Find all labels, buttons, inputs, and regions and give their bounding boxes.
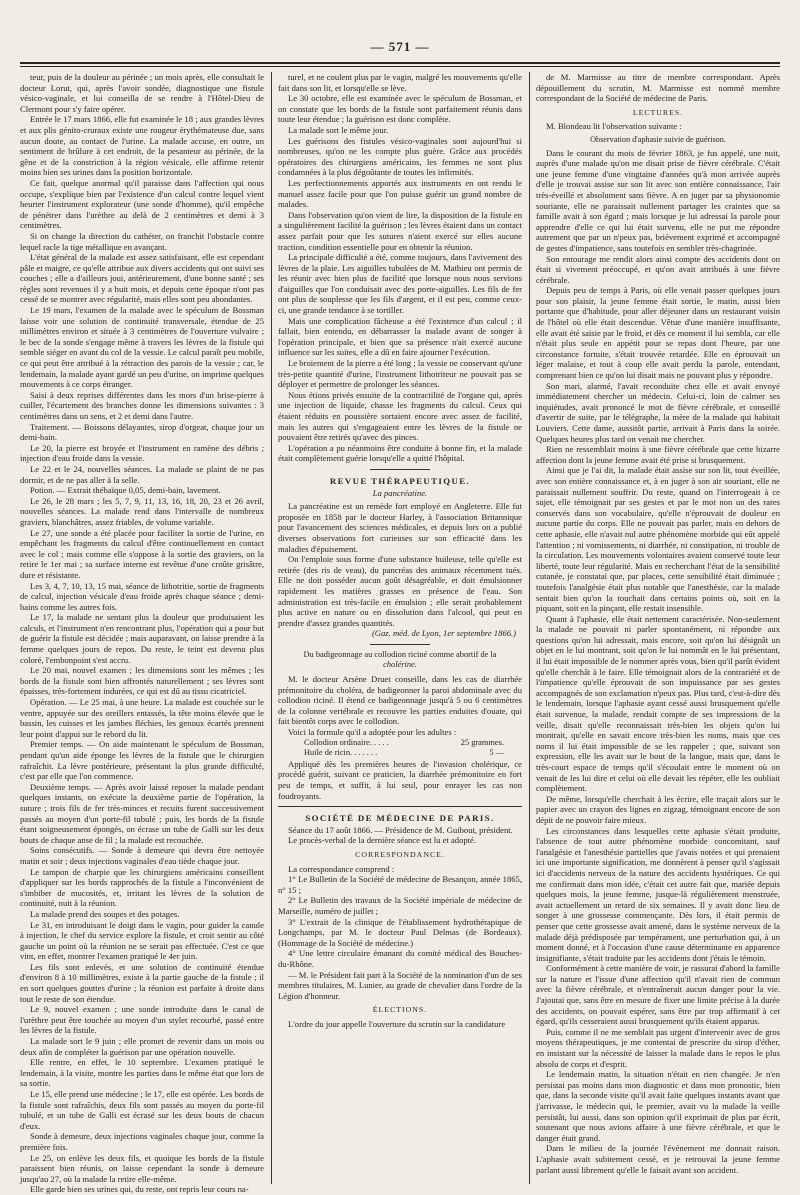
paragraph: Le 22 et le 24, nouvelles séances. La malade se plaint de ne pas dormir, et de ne pas aller à la selle. xyxy=(20,463,264,485)
paragraph: Nous étions privés ensuite de la contractilité de l'organe qui, après une injection de liquide, chasse les fragments du calcul. Ceux qui étaient réduits en poussière sortaient encore avec assez de facilité, mais les autres qui s'engageaient entre les lèvres de la fistule ne pouvaient être retirés qu'avec des pinces. xyxy=(278,389,522,443)
paragraph: Potion. — Extrait thébaïque 0,05, demi-bain, lavement. xyxy=(30,485,221,496)
section-rule xyxy=(370,469,430,470)
paragraph: Les perfectionnements apportés aux instruments en ont rendu le manuel assez facile pour que l'on puisse guérir un grand nombre de malades. xyxy=(278,177,522,210)
columns xyxy=(20,72,780,1195)
paragraph: La pancréatine est un remède fort employé en Angleterre. Elle fut proposée en 1858 par le docteur Harley, à l'association Britannique pour l'avancement des sciences médicales, et depuis lors on a publié diverses observations fort curieuses sur son efficacité dans les maladies d'épuisement. xyxy=(278,501,522,554)
paragraph: Deuxième temps. — Après avoir laissé reposer la malade pendant quelques instants, on exécute la deuxième partie de l'opération, la suture ; trois fils de fer très-minces et recuits furent successivement passés au moyen d'un porte-fil tubulé ; puis, les bords de la fistule étant soigneusement épongés, on écrase un tube de Galli sur les deux bouts de chaque anse de fil ; la malade est recouchée. xyxy=(20,781,264,845)
heading-elections: ÉLECTIONS. xyxy=(372,1005,428,1015)
section-subtitle-pancreatine: La pancréatine. xyxy=(372,487,428,498)
paragraph: Le procès-verbal de la dernière séance est lu et adopté. xyxy=(288,835,477,846)
paragraph: La correspondance comprend : xyxy=(288,863,395,874)
recipe-item: Huile de ricin. . . . . . . xyxy=(304,748,378,758)
paragraph: Les circonstances dans lesquelles cette aphasie s'était produite, l'absence de tout autre phénomène morbide concomitant, sauf l'analgésie et l'anesthésie partielles que j'avais notées et qui prenaient ici une importante signification, me donnèrent à penser qu'il s'agissait ici d'accidents nerveux de la nature des accidents hystériques. Ce qui me confirmait dans mon idée, c'était cet autre fait que, mariée depuis quelques mois, la jeune femme, jusque-là régulièrement menstruée, avait actuellement un retard de six semaines. Il y avait donc lieu de songer à une grossesse commençante. Dès lors, il était permis de penser que cette grossesse avait amené, dans le système nerveux de la malade déjà prédisposée par tempérament, une perturbation qui, à un moment donné, et à l'occasion d'une cause déterminante en apparence insignifiante, s'était traduite par les accidents dont j'étais le témoin. xyxy=(536,825,780,963)
paragraph: Opération. — Le 25 mai, à une heure. La malade est couchée sur le ventre, appuyée sur des oreillers entassés, la tête moins élevée que le bassin, les cuisses et les jambes fléchies, les genoux écartés prennent leur point d'appui sur le rebord du lit. xyxy=(20,697,264,739)
paragraph: Si on change la direction du cathéter, on franchit l'obstacle contre lequel racle la tige métallique en avançant. xyxy=(20,230,264,252)
paragraph: De même, lorsqu'elle cherchait à les écrire, elle traçait alors sur le papier avec un crayon des lignes en zigzag, témoignant encore de son dépit de ne pouvoir faire mieux. xyxy=(536,793,780,825)
paragraph: Puis, comme il ne me semblait pas urgent d'intervenir avec de gros moyens thérapeutiques, je me contentai de prescrire du sirop d'éther, en insistant sur la nécessité de laisser la malade dans le repos le plus absolu de corps et d'esprit. xyxy=(536,1026,780,1069)
paragraph: Le 20 mai, nouvel examen ; les dimensions sont les mêmes ; les bords de la fistule sont bien affrontés naturellement ; ses lèvres sont épaisses, très-fortement indurées, ce qui est dû au tissu cicatriciel. xyxy=(20,665,264,697)
header-rule-thin xyxy=(20,66,780,67)
paragraph: La malade sort le 9 juin ; elle promet de revenir dans un mois ou deux afin de compléter la guérison par une opération nouvelle. xyxy=(20,1036,264,1057)
section-rule xyxy=(370,644,430,645)
section-title-revue: REVUE THÉRAPEUTIQUE. xyxy=(329,475,471,486)
column-divider xyxy=(271,72,272,1184)
paragraph: Le 15, elle prend une médecine ; le 17, elle est opérée. Les bords de la fistule sont rafraîchis, deux fils sont passés au moyen du porte-fil tubulé, et un tube de Galli est écrasé sur les deux bouts de chacun d'eux. xyxy=(20,1089,264,1131)
recipe-quantity: 5 — xyxy=(489,748,504,758)
paragraph: Voici la formule qu'il a adoptée pour les adultes : xyxy=(288,727,457,738)
paragraph: L'ordre du jour appelle l'ouverture du scrutin sur la candidature xyxy=(288,1018,506,1029)
recipe-line xyxy=(278,738,522,749)
paragraph: La malade prend des soupes et des potages. xyxy=(30,908,180,919)
paragraph: turel, et ne coulent plus par le vagin, malgré les mouvements qu'elle fait dans son lit, et lorsqu'elle se lève. xyxy=(278,72,522,93)
paragraph: 1° Le Bulletin de la Société de médecine de Besançon, année 1865, n° 15 ; xyxy=(278,874,522,895)
subsection-title-badigeonnage: Du badigeonnage au collodion riciné comme abortif de la xyxy=(303,649,497,659)
column-middle xyxy=(278,72,522,1184)
paragraph: Traitement. — Boissons délayantes, sirop d'orgeat, chaque jour un demi-bain. xyxy=(20,421,264,443)
header-rule xyxy=(20,62,780,64)
paragraph: La malade sort le même jour. xyxy=(288,124,389,135)
paragraph: Les fils sont enlevés, et une solution de continuité étendue d'environ 8 à 10 millimètres, existe à la partie gauche de la fistule ; il en sort quelques gouttes d'urine ; la réunion est parfaite à droite dans tout le reste de son étendue. xyxy=(20,961,264,1004)
paragraph: On l'emploie sous forme d'une substance huileuse, telle qu'elle est retirée (des ris de veau), du pancréas des animaux récemment tués. Elle ne doit posséder aucun goût désagréable, et doit émulsionner rapidement les matières grasses en présence de l'eau. Son administration est très-facile en émulsion ; elle serait probablement plus active en nature ou en dissolution dans l'alcool, qui peut en prendre d'assez grandes quantités. xyxy=(278,554,522,628)
heading-lectures: LECTURES. xyxy=(632,107,684,117)
paragraph: Dans le courant du mois de février 1863, je fus appelé, une nuit, auprès d'une malade qu'on me disait prise de fièvre cérébrale. C'était une jeune femme d'une vingtaine d'années qu'à mon arrivée auprès d'elle je trouvai assise sur son lit avec son entière connaissance, l'air très-éveillé et absolument sans fièvre. A en juger par sa physionomie souriante, elle ne paraissait nullement partager les craintes que sa famille avait à son égard ; mais lorsque je lui adressai la parole pour apprendre d'elle ce qui lui était survenu, elle ne put me répondre autrement que par un n'peux pas, brièvement exprimé et accompagné de gestes d'impatience, sans toutefois en sembler très-chagrinée. xyxy=(536,147,780,253)
paragraph: Les 3, 4, 7, 10, 13, 15 mai, séance de lithotritie, sortie de fragments de calcul, injection vésicale d'eau froide après chaque séance ; demi-bains comme les autres fois. xyxy=(20,580,264,612)
paragraph: 2° Le Bulletin des travaux de la Société impériale de médecine de Marseille, numéro de juillet ; xyxy=(278,895,522,916)
recipe-line xyxy=(278,748,522,759)
paragraph: Premier temps. — On aide maintenant le spéculum de Bossman, pendant qu'un aide éponge les lèvres de la fistule que le chirurgien rafraîchit. La lèvre postérieure, présentant la plus grande difficulté, c'est par elle que l'on commence. xyxy=(20,739,264,782)
paragraph: — M. le Président fait part à la Société de la nomination d'un de ses membres titulaires, M. Lunier, au grade de chevalier dans l'ordre de la Légion d'honneur. xyxy=(278,969,522,1001)
paragraph: Ce fait, quelque anormal qu'il paraisse dans l'affection qui nous occupe, s'explique bien par l'existence d'un calcul contre lequel vient heurter l'instrument explorateur (une sonde d'homme), qu'il empêche de pénétrer dans l'urèthre au delà de 2 centimètres et demi à 3 centimètres. xyxy=(20,177,264,231)
paragraph: Le 9, nouvel examen ; une sonde introduite dans le canal de l'urèthre peut être touchée au moyen d'un stylet recourbé, passé entre les lèvres de la fistule. xyxy=(20,1004,264,1036)
observation-title: Observation d'aphasie suivie de guérison. xyxy=(590,134,726,144)
page-header xyxy=(20,38,780,64)
paragraph: Depuis peu de temps à Paris, où elle venait passer quelques jours pour son plaisir, la jeune femme était sortie, le matin, aussi bien portante que d'habitude, pour aller déjeuner dans un restaurant voisin de l'hôtel où elle était descendue. Vêtue d'une manière insuffisante, elle avait été saisie par le froid, et dès ce moment il lui sembla, car elle n'était plus seule en appétit pour se repas dont l'heure, par une circonstance fortuite, s'était trouvée retardée. Elle en éprouvait un léger malaise, et tout à coup elle avait perdu la parole, entendant, comprenant bien ce qu'on lui disait mais ne pouvant plus y répondre. xyxy=(536,285,780,381)
subsection-subtitle-cholerine: cholérine. xyxy=(383,660,417,670)
paragraph: L'état général de la malade est assez satisfaisant, elle est cependant pâle et maigre, ce qu'elle attribue aux divers accidents qui ont suivi ses couches ; elle a d'ailleurs joui, antérieurement, d'une bonne santé ; ses règles sont revenues il y a huit mois, et depuis cette époque n'ont pas cessé de se montrer avec régularité, mais elles sont peu abondantes. xyxy=(20,252,264,305)
paragraph: Le broiement de la pierre a été long ; la vessie ne conservant qu'une très-petite quantité d'urine, l'instrument lithotriteur ne pouvait pas se déployer et permettre de prolonger les séances. xyxy=(278,358,522,390)
paragraph: Le 30 octobre, elle est examinée avec le spéculum de Bossman, et on constate que les bords de la fistule sont parfaitement réunis dans toute leur étendue ; la guérison est donc complète. xyxy=(278,93,522,125)
paragraph: La principale difficulté a été, comme toujours, dans l'avivement des lèvres de la plaie. Les aiguilles tubulées de M. Mathieu ont permis de les réunir avec bien plus de facilité que lorsque nous nous servions d'aiguilles que l'on conduisait avec des porte-aiguilles. Les fils de fer ont plus de souplesse que les fils d'argent, et il est peu, comme ceux-ci, une grande tendance à se tortiller. xyxy=(278,252,522,316)
paragraph: Elle garde bien ses urines qui, du reste, ont repris leur cours na- xyxy=(30,1184,249,1195)
section-rule xyxy=(278,806,522,807)
recipe-item: Collodion ordinaire. . . . . xyxy=(304,737,389,747)
paragraph: teur, puis de la douleur au périnée ; un mois après, elle consultait le docteur Lorut, qui, après l'avoir sondée, diagnostique une fistule vésico-vaginale, et lui conseilla de se rendre à l'Hôtel-Dieu de Clermont pour s'y faire opérer. xyxy=(20,72,264,114)
paragraph: Sonde à demeure, deux injections vaginales chaque jour, comme la première fois. xyxy=(20,1131,264,1152)
section-title-societe: SOCIÉTÉ DE MÉDECINE DE PARIS. xyxy=(305,813,495,824)
paragraph: Saisi à deux reprises différentes dans les mors d'un brise-pierre à cuiller, l'écartement des branches donne les dimensions suivantes : 3 centimètres dans un sens, et 2 et demi dans l'autre. xyxy=(20,389,264,421)
paragraph: Soins consécutifs. — Sonde à demeure qui devra être nettoyée matin et soir ; deux injections vaginales d'eau tiède chaque jour. xyxy=(20,845,264,866)
paragraph: Le 27, une sonde a été placée pour faciliter la sortie de l'urine, en empêchant les fragments du calcul d'être continuellement en contact avec le col ; mais comme elle s'oppose à la sortie des graviers, on la retire le 1er mai ; sa surface interne est revêtue d'une croûte grisâtre, dure et résistante. xyxy=(20,527,264,580)
paragraph: Le 31, en introduisant le doigt dans le vagin, pour guider la canule à injection, le chef du service explore la fistule, et croit sentir au côté gauche un point où la réunion ne se serait pas effectuée. C'est ce que vint, en effet, montrer l'examen pratiqué le 4er juin. xyxy=(20,919,264,962)
paragraph: Le 20, la pierre est broyée et l'instrument en ramène des débris ; injection d'eau froide dans la vessie. xyxy=(20,442,264,464)
paragraph: Son entourage me rendit alors ainsi compte des accidents dont on était si vivement préoccupé, et qu'on avait attribués à une fièvre cérébrale. xyxy=(536,253,780,285)
heading-correspondance: CORRESPONDANCE. xyxy=(355,849,445,859)
source-citation: (Gaz. méd. de Lyon, 1er septembre 1866.) xyxy=(371,628,516,639)
paragraph: Dans l'observation qu'on vient de lire, la disposition de la fistule en a singulièrement facilité la guérison ; les lèvres étaient dans un contact assez parfait pour que les sutures n'aient exercé sur elles aucune traction, condition essentielle pour en obtenir la réunion. xyxy=(278,209,522,252)
paragraph: Son mari, alarmé, l'avait reconduite chez elle et avait envoyé immédiatement chercher un médecin. Celui-ci, loin de calmer ses inquiétudes, avait prononcé le mot de fièvre cérébrale, et conseillé d'avertir de suite, par le télégraphe, la mère de la malade qui habitait Louviers. Cette dame, aussitôt partie, arrivait à Paris dans la soirée. Quelques heures plus tard on venait me chercher. xyxy=(536,380,780,444)
page-number: — 571 — xyxy=(370,39,430,54)
paragraph: 4° Une lettre circulaire émanant du comité médical des Bouches-du-Rhône. xyxy=(278,948,522,969)
paragraph: Appliqué dès les premières heures de l'invasion cholérique, ce procédé guérit, suivant ce praticien, la diarrhée prémonitoire en fort peu de temps, et suffit, à lui seul, pour enrayer les cas non foudroyants. xyxy=(278,758,522,801)
paragraph: Le 19 mars, l'examen de la malade avec le spéculum de Bossman laisse voir une solution de continuité transversale, étendue de 25 millimètres environ et située à 3 centimètres de l'ouverture vulvaire ; le bec de la sonde s'engage même à travers les lèvres de la fistule qui semble siéger en avant du col de la vessie. Le calcul paraît peu mobile, ce qui peut être attribué à la rétraction des parois de la vessie ; car, le lendemain, la malade ayant gardé un peu d'urine, on imprime quelques mouvements à ce corps étranger. xyxy=(20,305,264,390)
paragraph: M. le docteur Arsène Druet conseille, dans les cas de diarrhée prémonitoire du choléra, de badigeonner la paroi abdominale avec du collodion riciné. Il étend ce badigeonnage jusqu'à 5 ou 6 centimètres de la colonne vertébrale et recouvre les parties enduites d'ouate, qui fait bientôt corps avec le collodion. xyxy=(278,674,522,727)
recipe-quantity: 25 grammes. xyxy=(460,737,504,747)
paragraph: Conformément à cette manière de voir, je rassurai d'abord la famille sur la nature et l'issue d'une affection qu'il n'avait rien de commun avec la fièvre cérébrale, et n'entraînerait aucun danger pour la vie. J'ajoutai que, sans être en mesure de fixer une limite précise à la durée des accidents, on pouvait espérer, sans être par trop affirmatif à cet égard, qu'ils cesseraient aussi brusquement qu'ils étaient apparus. xyxy=(536,963,780,1027)
paragraph: Quant à l'aphasie, elle était nettement caractérisée. Non-seulement la malade ne pouvait ni parler spontanément, ni répondre aux questions qu'on lui adressait, mais encore, soit qu'on lui désignât un objet en le lui montrant, soit qu'on le lui nommât en le lui présentant, il lui était impossible de le nommer après vous, bien qu'il parût évident qu'elle cherchât à le faire. Elle témoignait alors de la contrariété et de l'impatience qu'elle éprouvait de son impuissance par ses gestes accompagnés de son exclamation n'peux pas. Plus tard, c'est-à-dire dès le lendemain, lorsque l'aphasie ayant cessé aussi brusquement qu'elle était survenue, la malade, rendait compte de ses impressions de la veille, disait qu'elle reconnaissait très-bien les objets qu'on lui montrait, qu'elle en savait encore très-bien les noms, mais que ces noms il lui était impossible de se les rappeler ; que, suivant son expression, elle les avait sur le bout de la langue, mais que, dans le très-court espace de temps qu'il s'écoulait entre le moment où on venait de les lui dire et celui où elle devait les répéter, elle les oubliait complètement. xyxy=(536,613,780,794)
paragraph: Mais une complication fâcheuse a été l'existence d'un calcul ; il fallait, bien entendu, en débarrasser la malade avant de songer à l'opération principale, et bien que sa présence n'ait exercé aucune influence sur les suites, elle a dû en faire ajourner l'exécution. xyxy=(278,315,522,358)
column-right xyxy=(536,72,780,1184)
paragraph: Le 26, le 28 mars ; les 5, 7, 9, 11, 13, 16, 18, 20, 23 et 26 avril, nouvelles séances. La malade rend dans l'intervalle de nombreux graviers, blanchâtres, assez friables, de volume variable. xyxy=(20,495,264,527)
paragraph: Le 17, la malade ne sentant plus la douleur que produisaient les calculs, et l'instrument n'en rencontrant plus, l'opération qui a pour but de guérir la fistule est décidée ; mais auparavant, on laisse prendre à la femme quelques jours de repos. Du reste, le teint est devenu plus coloré, l'embonpoint s'est accru. xyxy=(20,612,264,665)
paragraph: M. Blondeau lit l'observation suivante : xyxy=(546,121,682,132)
paragraph: Le lendemain matin, la situation n'était en rien changée. Je n'en persistai pas moins dans mon diagnostic et dans mon pronostic, bien que, dans la seconde visite qu'il avait faite quelques instants avant que j'arrivasse, le médecin qui, le premier, avait vu la malade la veille persistât, lui aussi, dans son opinion qu'il exprimait de plus par écrit, soutenant que nous avions affaire à une fièvre cérébrale, et que le danger était grand. xyxy=(536,1069,780,1143)
paragraph: Rien ne ressemblait moins à une fièvre cérébrale que cette bizarre affection dont la jeune femme avait été prise si brusquement. xyxy=(536,444,780,465)
paragraph: L'opération a pu néanmoins être conduite à bonne fin, et la malade était complètement guérie lorsqu'elle a quitté l'hôpital. xyxy=(278,442,522,464)
paragraph: Ainsi que je l'ai dit, la malade était assise sur son lit, tout éveillée, avec son entière connaissance et, à en juger à son air souriant, elle ne paraissait nullement souffrir. Du reste, quand on l'interrogeait à ce sujet, elle témoignait par ses gestes et par le mot non un des rares conservés dans son vocabulaire, qu'elle n'éprouvait de douleur en aucune partie du corps. Elle ne pouvait pas parler, mais en dehors de cette aphasie, elle n'avait nul autre phénomène morbide qui eût appelé l'attention ; ni vomissements, ni diarrhée, ni constipation, ni trouble de la circulation. Les mouvements volontaires avaient conservé toute leur liberté, toute leur régularité. Mais en recherchant l'état de la sensibilité cutanée, je constatai que, par places, cette sensibilité était diminuée ; toutefois l'analgésie était plus notable que l'anesthésie, car la malade sentait bien qu'on la touchait dans certains points où, soit en la piquant, soit en la pinçant, elle restait insensible. xyxy=(536,465,780,614)
column-left xyxy=(20,72,264,1195)
paragraph: Les guérisons des fistules vésico-vaginales sont aujourd'hui si nombreuses, qu'on ne les compte plus guère. Grâce aux procédés opératoires des chirurgiens américains, les femmes ne sont plus condamnées à la plus dégoûtante de toutes les infirmités. xyxy=(278,135,522,178)
paragraph: Elle rentre, en effet, le 10 septembre. L'examen pratiqué le lendemain, à la visite, montre les parties dans le même état que lors de sa sortie. xyxy=(20,1057,264,1089)
paragraph: Le tampon de charpie que les chirurgiens américains conseillent d'appliquer sur les bords rapprochés de la fistule a l'inconvénient de s'imbiber de mucosités, et, irritant les lèvres de la solution de continuité, nuit à la réunion. xyxy=(20,866,264,909)
column-divider xyxy=(529,72,530,1184)
paragraph: Séance du 17 août 1866. — Présidence de M. Guibout, président. xyxy=(288,824,513,835)
paragraph: de M. Marmisse au titre de membre correspondant. Après dépouillement du scrutin, M. Marmisse est nommé membre correspondant de la Société de médecine de Paris. xyxy=(536,72,780,104)
paragraph: Dans le milieu de la journée l'événement me donnait raison. L'aphasie avait subitement cessé, et je retrouvai la jeune femme parlant aussi librement qu'elle le faisait avant son accident. xyxy=(536,1143,780,1175)
paragraph: Le 25, on enlève les deux fils, et quoique les bords de la fistule paraissent bien réunis, on laisse cependant la sonde à demeure jusqu'au 27, où la malade la retire elle-même. xyxy=(20,1152,264,1184)
paragraph: 3° L'extrait de la clinique de l'établissement hydrothérapique de Longchamps, par M. le docteur Paul Delmas (de Bordeaux). (Hommage de la Société de médecine.) xyxy=(278,916,522,948)
paragraph: Entrée le 17 mars 1866, elle fut examinée le 18 ; aux grandes lèvres et aux plis génito-cruraux existe une rougeur érythémateuse due, sans aucun doute, au contact de l'urine. La malade accuse, en outre, un sentiment de brûlure à cet endroit, de la pesanteur au périnée, de la gêne et de la constriction à la région vésicale, elle affirme retenir moins bien ses urines dans la position horizontale. xyxy=(20,114,264,178)
